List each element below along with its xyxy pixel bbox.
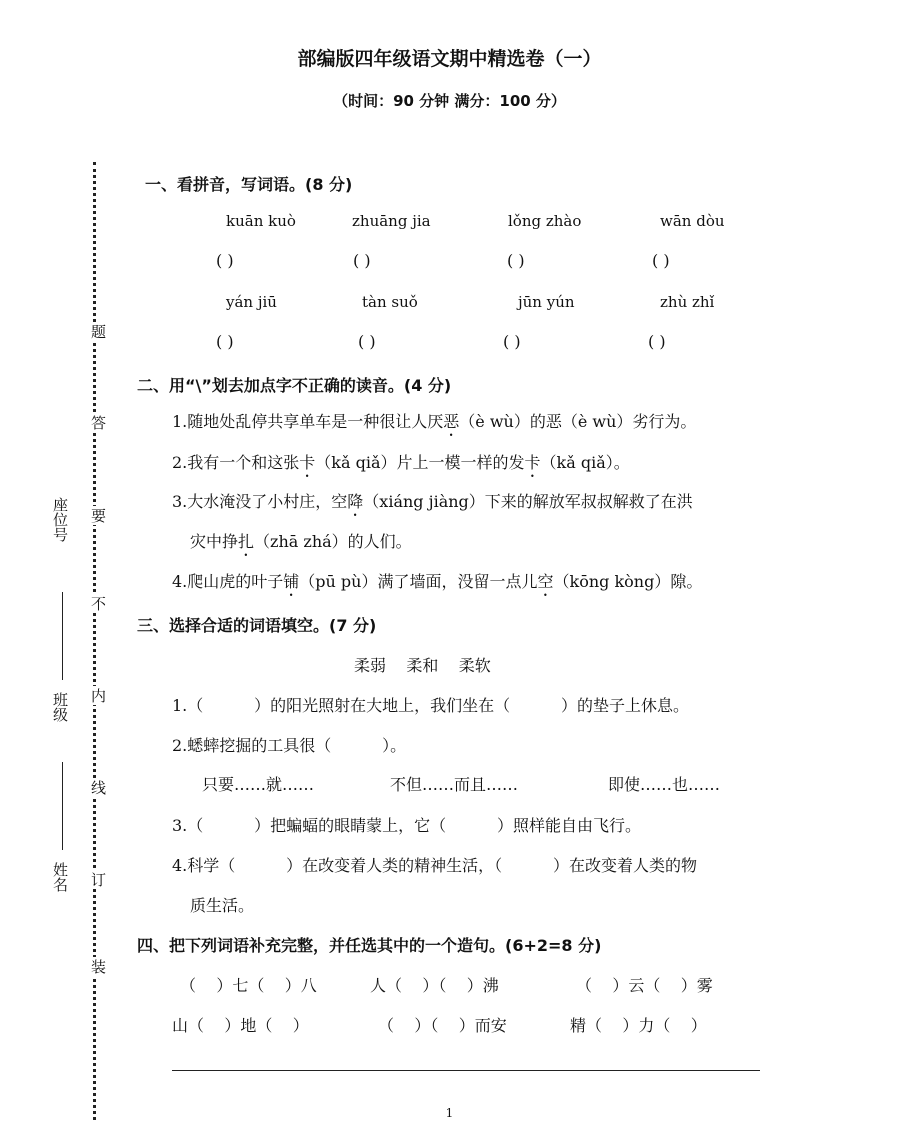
binding-char: 内 <box>89 688 107 703</box>
binding-char: 装 <box>89 959 107 974</box>
question-line: 4.爬山虎的叶子铺（pū pù）满了墙面，没留一点儿空（kōng kòng）隙。 <box>172 572 703 591</box>
idiom-blank: （ ）七（ ）八 <box>180 976 317 995</box>
binding-char: 要 <box>89 508 107 523</box>
pinyin: zhuāng jia <box>352 212 431 230</box>
idiom-blank: 精（ ）力（ ） <box>570 1016 707 1035</box>
idiom-blank: （ ）云（ ）雾 <box>576 976 713 995</box>
pinyin: jūn yún <box>518 293 575 311</box>
section1-heading: 一、看拼音，写词语。(8 分) <box>145 175 353 194</box>
seat-label: 座位号 <box>51 497 69 542</box>
option: 即使……也…… <box>608 775 721 794</box>
idiom-blank: 山（ ）地（ ） <box>172 1016 309 1035</box>
binding-char: 题 <box>89 324 107 339</box>
idiom-blank: （ ）（ ）而安 <box>378 1016 507 1035</box>
pinyin: wān dòu <box>660 212 725 230</box>
section2-heading: 二、用“\”划去加点字不正确的读音。(4 分) <box>137 376 452 395</box>
question-line: 质生活。 <box>190 896 255 915</box>
exam-info: （时间：90 分钟 满分：100 分） <box>333 92 566 110</box>
answer-blank[interactable]: ( ) <box>216 251 234 270</box>
question-line: 1.（ ）的阳光照射在大地上，我们坐在（ ）的垫子上休息。 <box>172 696 689 715</box>
binding-char: 线 <box>89 780 107 795</box>
section4-heading: 四、把下列词语补充完整，并任选其中的一个造句。(6+2=8 分) <box>137 936 602 955</box>
answer-blank[interactable]: ( ) <box>648 332 666 351</box>
answer-blank[interactable]: ( ) <box>652 251 670 270</box>
pinyin: tàn suǒ <box>362 293 418 311</box>
pinyin: yán jiū <box>226 293 277 311</box>
pinyin: lǒng zhào <box>508 212 582 230</box>
question-line: 4.科学（ ）在改变着人类的精神生活，（ ）在改变着人类的物 <box>172 856 697 875</box>
question-line: 3.大水淹没了小村庄，空降（xiáng jiàng）下来的解放军叔叔解救了在洪 <box>172 492 693 511</box>
question-line: 1.随地处乱停共享单车是一种很让人厌恶（è wù）的恶（è wù）劣行为。 <box>172 412 697 431</box>
binding-char: 订 <box>89 872 107 887</box>
binding-char: 答 <box>89 415 107 430</box>
name-label: 姓名 <box>51 862 69 892</box>
question-line: 灾中挣扎（zhā zhá）的人们。 <box>190 532 412 551</box>
binding-dotted-line <box>93 162 96 1120</box>
page-number: 1 <box>445 1106 454 1120</box>
option: 不但……而且…… <box>390 775 519 794</box>
question-line: 2.我有一个和这张卡（kǎ qiǎ）片上一模一样的发卡（kǎ qiǎ）。 <box>172 453 630 472</box>
name-blank <box>62 762 63 850</box>
sentence-answer-line[interactable] <box>172 1070 760 1071</box>
idiom-blank: 人（ ）（ ）沸 <box>370 976 499 995</box>
answer-blank[interactable]: ( ) <box>216 332 234 351</box>
section3-heading: 三、选择合适的词语填空。(7 分) <box>137 616 377 635</box>
option: 只要……就…… <box>202 775 315 794</box>
page-title: 部编版四年级语文期中精选卷（一） <box>297 48 602 70</box>
word-bank: 柔弱 柔和 柔软 <box>354 656 491 675</box>
class-label: 班级 <box>51 692 69 722</box>
answer-blank[interactable]: ( ) <box>353 251 371 270</box>
binding-char: 不 <box>89 596 107 611</box>
answer-blank[interactable]: ( ) <box>503 332 521 351</box>
answer-blank[interactable]: ( ) <box>507 251 525 270</box>
answer-blank[interactable]: ( ) <box>358 332 376 351</box>
class-blank <box>62 592 63 680</box>
pinyin: kuān kuò <box>226 212 296 230</box>
question-line: 3.（ ）把蝙蝠的眼睛蒙上，它（ ）照样能自由飞行。 <box>172 816 641 835</box>
pinyin: zhù zhǐ <box>660 293 715 311</box>
question-line: 2.蟋蟀挖掘的工具很（ ）。 <box>172 736 407 755</box>
